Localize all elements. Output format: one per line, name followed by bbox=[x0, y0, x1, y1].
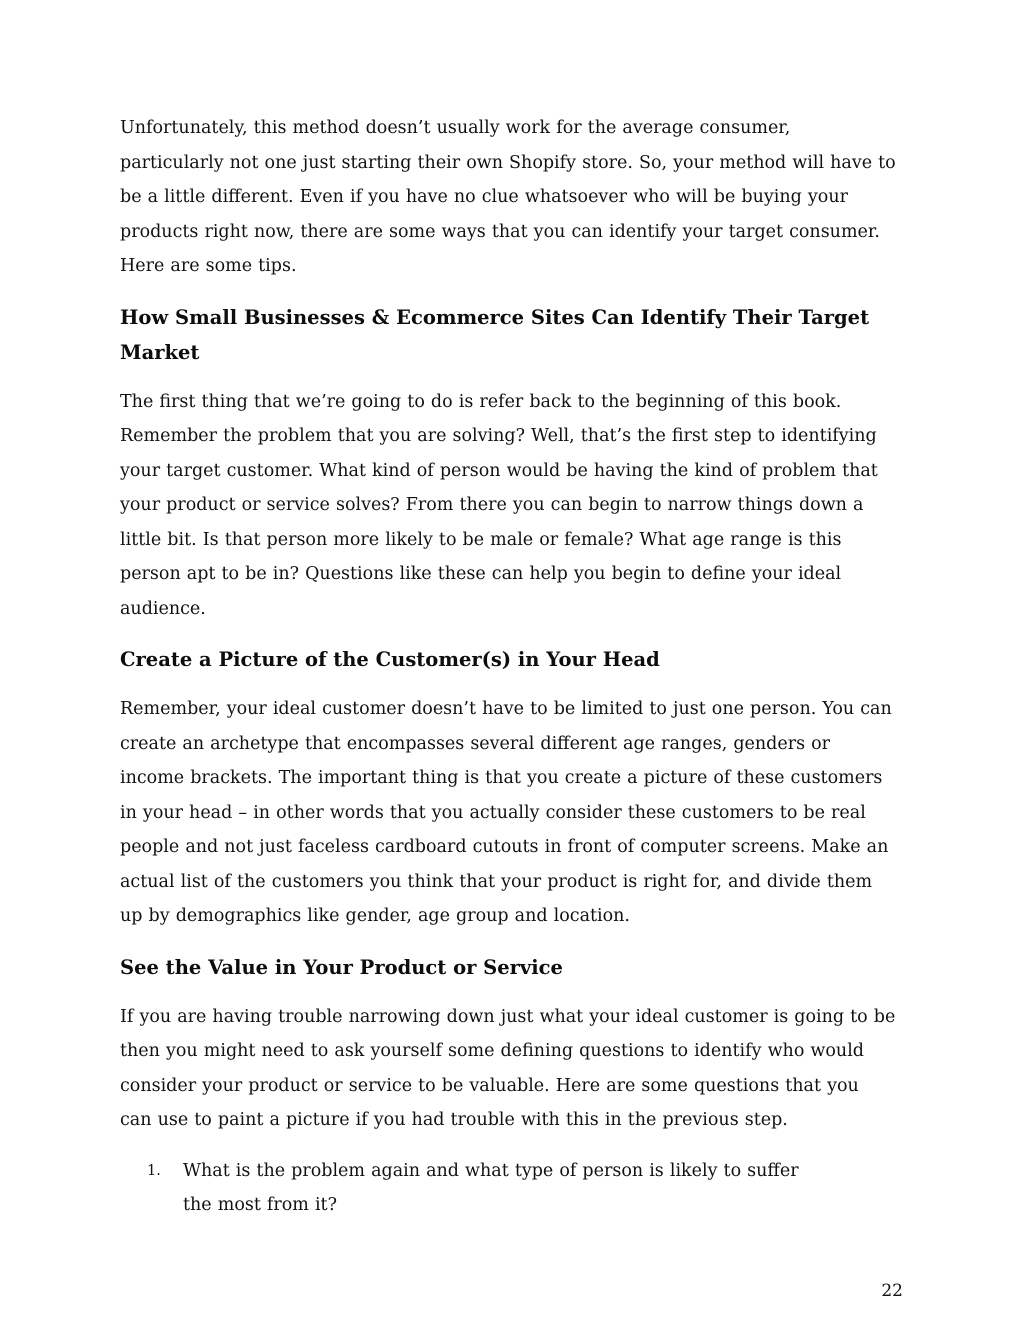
section-heading-see-value: See the Value in Your Product or Service bbox=[120, 955, 563, 979]
paragraph-ideal-customer: Remember, your ideal customer doesn’t have to be limited to just one person. You can create an archetype that encompasses several different age ranges, genders or income brackets. The important thing is that you create a picture of these customers in your head – in other words that you actually consider these customers to be real people and not just faceless cardboard cutouts in front of computer screens. Make an actual list of the customers you think that your product is right for, and divide them up by demographics like gender, age group and location. bbox=[120, 699, 892, 926]
section-heading-create-picture: Create a Picture of the Customer(s) in Your Head bbox=[120, 648, 660, 671]
section-heading-identify-target-market: How Small Businesses & Ecommerce Sites Can Identify Their Target Market bbox=[120, 305, 870, 364]
paragraph-intro: Unfortunately, this method doesn’t usually work for the average consumer, particularly not one just starting their own Shopify store. So, your method will have to be a little different. Even if you have no clue whatsoever who will be buying your products right now, there are some ways that you can identify your target consumer. Here are some tips. bbox=[120, 118, 896, 276]
list-item-text: What is the problem again and what type of person is likely to suffer the most from it? bbox=[183, 1160, 799, 1215]
paragraph-refer-back: The first thing that we’re going to do is refer back to the beginning of this book. Remember the problem that you are solving? Well, that’s the first step to identifying your target customer. What kind of person would be having the kind of problem that your product or service solves? From there you can begin to narrow things down a little bit. Is that person more likely to be male or female? What age range is this person apt to be in? Questions like these can help you begin to define your ideal audience. bbox=[120, 391, 878, 619]
document-content bbox=[120, 111, 896, 1223]
list-item bbox=[120, 1154, 896, 1223]
paragraph-defining-questions: If you are having trouble narrowing down just what your ideal customer is going to be then you might need to ask yourself some defining questions to identify who would consider your product or service to be valuable. Here are some questions that you can use to paint a picture if you had trouble with this in the previous step. bbox=[120, 1006, 896, 1130]
page-number: 22 bbox=[881, 1281, 903, 1301]
question-list bbox=[120, 1154, 896, 1223]
list-item-number: 1. bbox=[147, 1162, 161, 1179]
